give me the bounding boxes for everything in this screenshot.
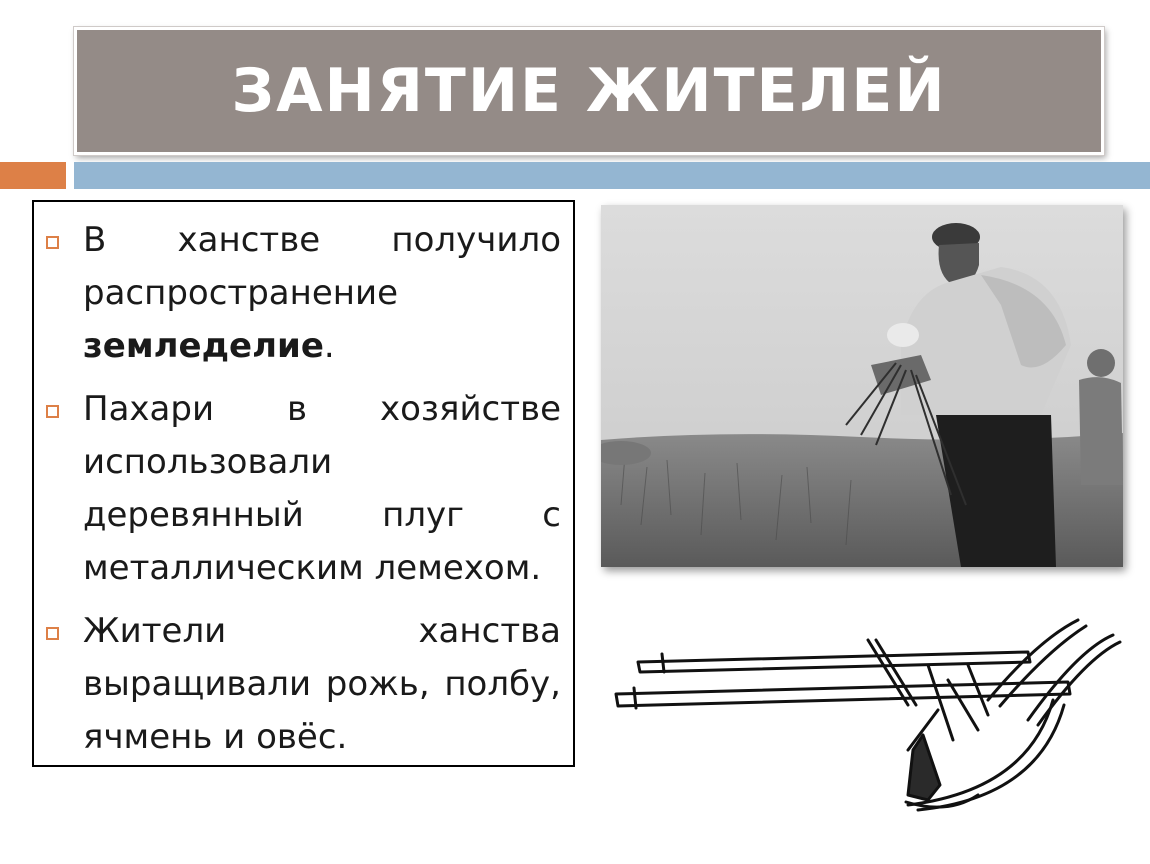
bullet-item xyxy=(46,605,561,764)
accent-bar-orange xyxy=(0,162,66,189)
wooden-plough-drawing xyxy=(608,610,1128,820)
bullet-item xyxy=(46,214,561,373)
square-bullet-icon xyxy=(46,236,59,249)
bullet-text: Пахари в хозяйстве использовали деревянный плуг с металлическим лемехом. xyxy=(83,389,561,588)
content-box xyxy=(32,200,575,767)
accent-bar-blue xyxy=(74,162,1150,189)
bullet-text: В ханстве получило распространение земледелие. xyxy=(83,220,561,366)
bold-term: земледелие xyxy=(83,326,324,366)
title-banner xyxy=(74,27,1104,155)
square-bullet-icon xyxy=(46,627,59,640)
bullet-item xyxy=(46,383,561,595)
bullet-text: Жители ханства выращивали рожь, полбу, ячмень и овёс. xyxy=(83,611,561,757)
farmer-harvesting-photo xyxy=(601,205,1123,567)
square-bullet-icon xyxy=(46,405,59,418)
slide-title: ЗАНЯТИЕ ЖИТЕЛЕЙ xyxy=(231,56,947,126)
